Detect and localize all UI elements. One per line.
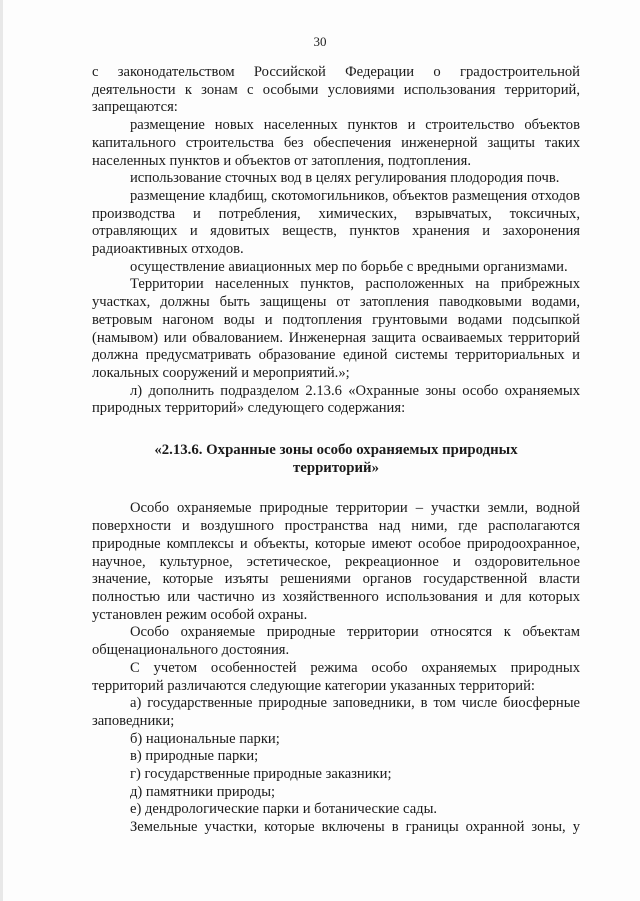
list-item: г) государственные природные заказники; xyxy=(130,766,392,783)
list-item: е) дендрологические парки и ботанические сады. xyxy=(130,801,438,818)
paragraph: Территории населенных пунктов, расположенных на прибрежных участках, должны быть защищены от затопления паводковыми водами, ветровым нагоном воды и подтопления грунтовыми водами подсыпкой (намывом) или обвалованием. Инженерная защита осваиваемых территорий должна предусматривать образование единой системы территориальных и локальных сооружений и мероприятий.»; xyxy=(92,276,580,381)
list-item: б) национальные парки; xyxy=(130,730,280,747)
scan-edge xyxy=(0,0,3,901)
list-item: д) памятники природы; xyxy=(130,783,276,800)
paragraph: осуществление авиационных мер по борьбе с вредными организмами. xyxy=(130,258,568,275)
paragraph: использование сточных вод в целях регулирования плодородия почв. xyxy=(130,170,560,187)
document-body xyxy=(92,64,580,837)
list-item: а) государственные природные заповедники, в том числе биосферные заповедники; xyxy=(92,695,580,729)
page-number: 30 xyxy=(313,34,327,49)
paragraph: размещение кладбищ, скотомогильников, объектов размещения отходов производства и потребления, химических, взрывчатых, токсичных, отравляющих и ядовитых веществ, пунктов хранения и захоронения радиоактивных отходов. xyxy=(92,187,580,258)
paragraph: Особо охраняемые природные территории – участки земли, водной поверхности и воздушного пространства над ними, где располагаются природные комплексы и объекты, которые имеют особое природоохранное, научное, культурное, эстетическое, рекреационное и оздоровительное значение, которые изъяты решениями органов государственной власти полностью или частично из хозяйственного использования и для которых установлен режим особой охраны. xyxy=(92,500,580,623)
paragraph: Особо охраняемые природные территории относятся к объектам общенационального достояния. xyxy=(92,624,580,659)
paragraph: с законодательством Российской Федерации о градостроительной деятельности к зонам с особыми условиями использования территорий, запрещаются: xyxy=(92,64,580,116)
paragraph: размещение новых населенных пунктов и строительство объектов капитального строительства без обеспечения инженерной защиты таких населенных пунктов и объектов от затопления, подтопления. xyxy=(92,117,580,169)
section-heading: «2.13.6. Охранные зоны особо охраняемых природных территорий» xyxy=(154,442,518,476)
paragraph: С учетом особенностей режима особо охраняемых природных территорий различаются следующие категории указанных территорий: xyxy=(92,659,580,694)
list-item: в) природные парки; xyxy=(130,748,259,765)
paragraph: Земельные участки, которые включены в границы охранной зоны, у xyxy=(130,819,580,836)
paragraph: л) дополнить подразделом 2.13.6 «Охранные зоны особо охраняемых природных территорий» следующего содержания: xyxy=(92,382,580,417)
